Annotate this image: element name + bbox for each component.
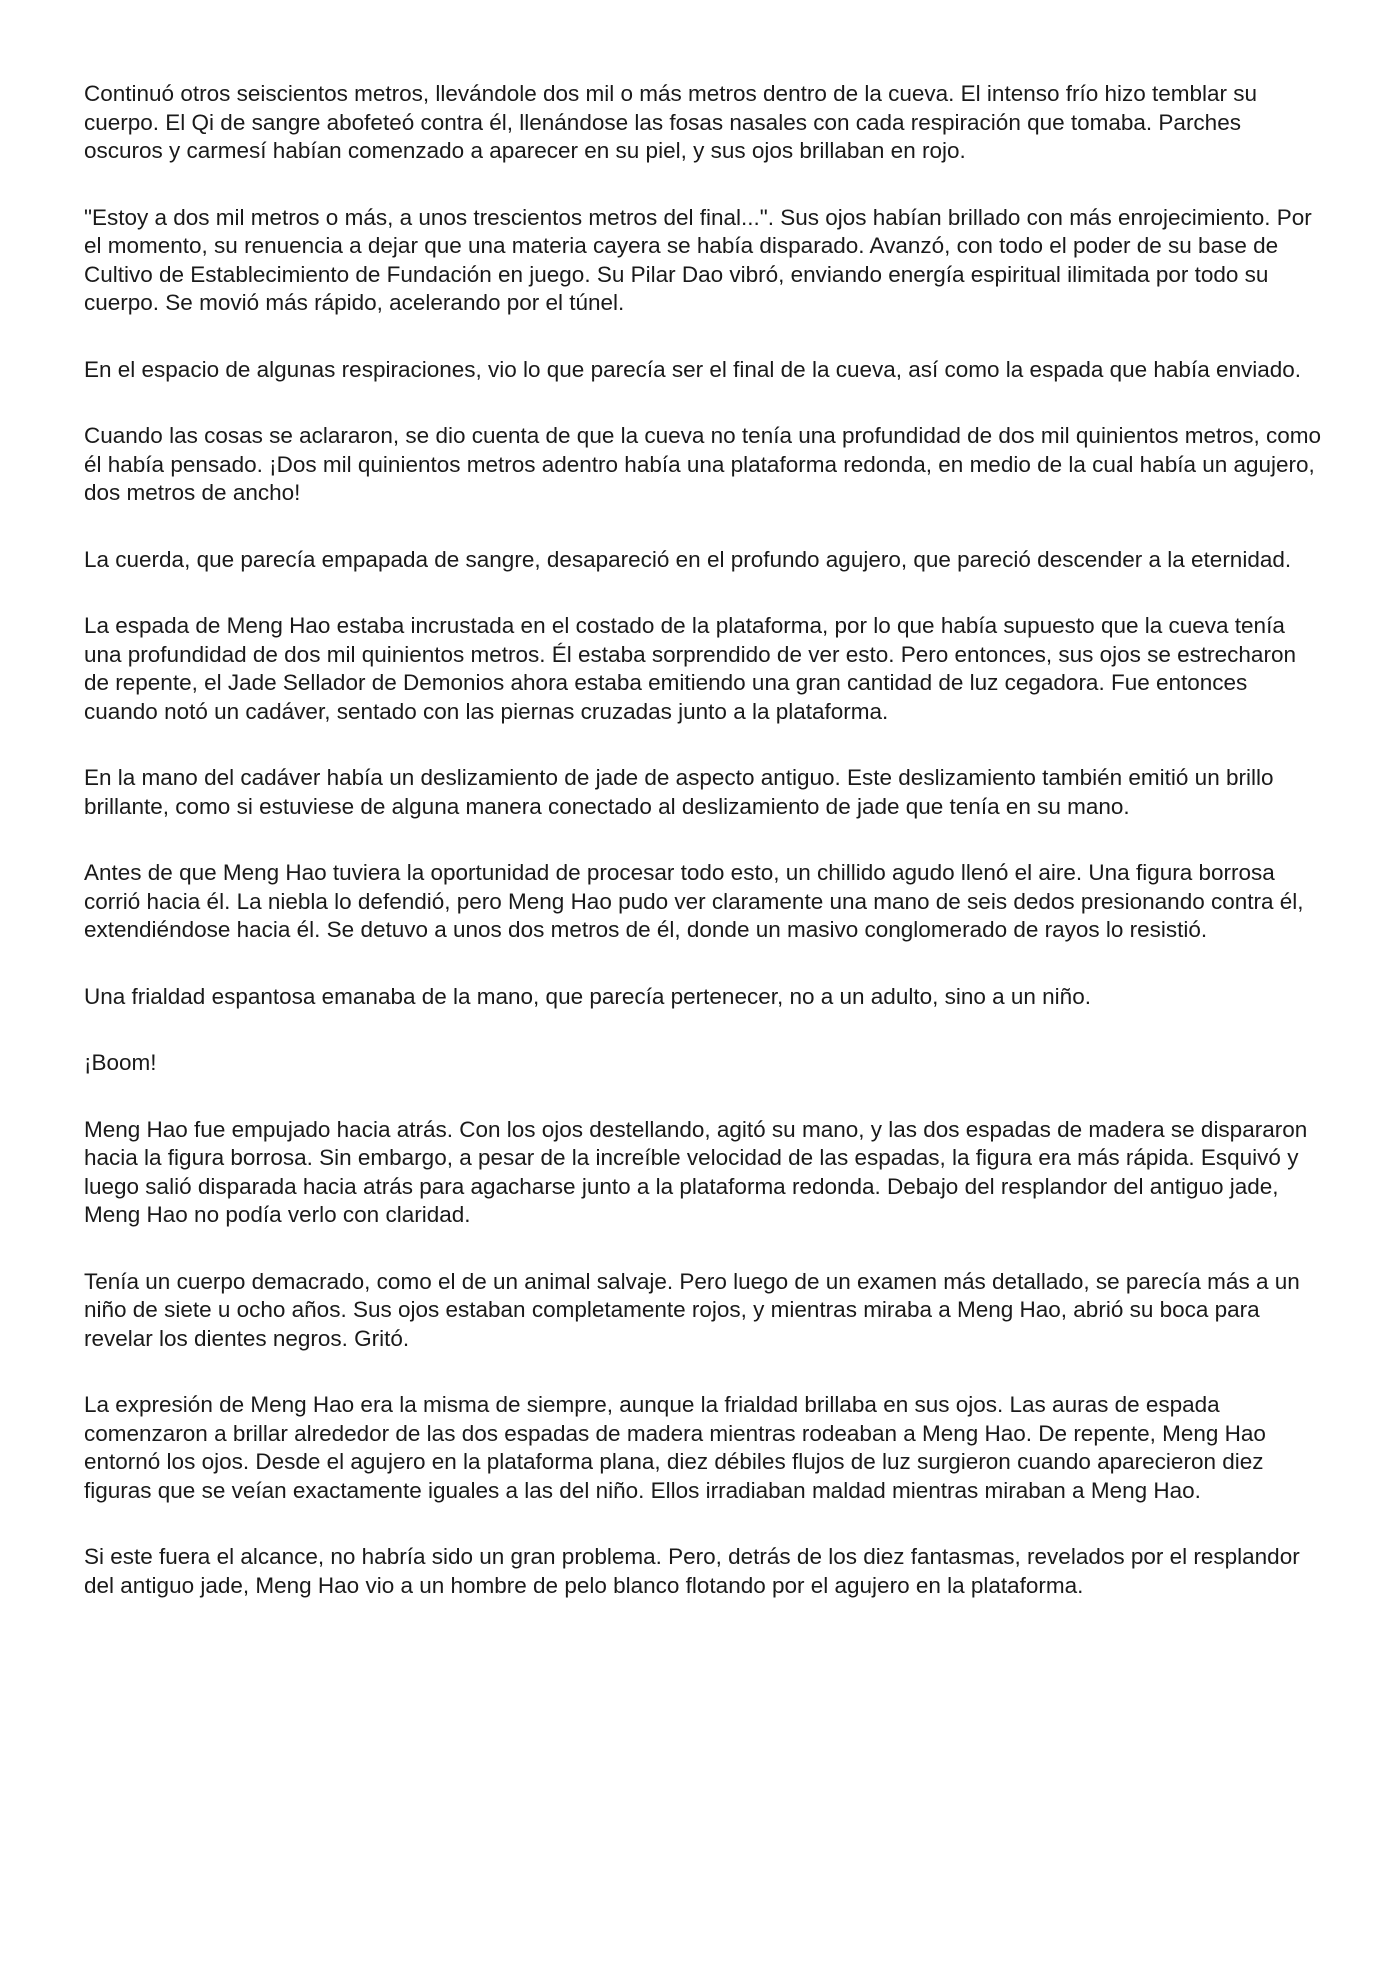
paragraph-11: Meng Hao fue empujado hacia atrás. Con los ojos destellando, agitó su mano, y las dos espadas de madera se dispararon hacia la figura borrosa. Sin embargo, a pesar de la increíble velocidad de las espadas, la figura era más rápida. Esquivó y luego salió disparada hacia atrás para agacharse junto a la plataforma redonda. Debajo del resplandor del antiguo jade, Meng Hao no podía verlo con claridad. <box>84 1116 1308 1227</box>
paragraph-12: Tenía un cuerpo demacrado, como el de un animal salvaje. Pero luego de un examen más detallado, se parecía más a un niño de siete u ocho años. Sus ojos estaban completamente rojos, y mientras miraba a Meng Hao, abrió su boca para revelar los dientes negros. Gritó. <box>84 1268 1300 1351</box>
paragraph-2: "Estoy a dos mil metros o más, a unos trescientos metros del final...". Sus ojos habían brillado con más enrojecimiento. Por el momento, su renuencia a dejar que una materia cayera se había disparado. Avanzó, con todo el poder de su base de Cultivo de Establecimiento de Fundación en juego. Su Pilar Dao vibró, enviando energía espiritual ilimitada por todo su cuerpo. Se movió más rápido, acelerando por el túnel. <box>84 204 1312 315</box>
paragraph-3: En el espacio de algunas respiraciones, vio lo que parecía ser el final de la cueva, así como la espada que había enviado. <box>84 356 1302 382</box>
paragraph-14: Si este fuera el alcance, no habría sido un gran problema. Pero, detrás de los diez fantasmas, revelados por el resplandor del antiguo jade, Meng Hao vio a un hombre de pelo blanco flotando por el agujero en la plataforma. <box>84 1544 1300 1598</box>
document-page <box>84 80 1324 1638</box>
paragraph-6: La espada de Meng Hao estaba incrustada en el costado de la plataforma, por lo que había supuesto que la cueva tenía una profundidad de dos mil quinientos metros. Él estaba sorprendido de ver esto. Pero entonces, sus ojos se estrecharon de repente, el Jade Sellador de Demonios ahora estaba emitiendo una gran cantidad de luz cegadora. Fue entonces cuando notó un cadáver, sentado con las piernas cruzadas junto a la plataforma. <box>84 613 1296 724</box>
paragraph-9: Una frialdad espantosa emanaba de la mano, que parecía pertenecer, no a un adulto, sino a un niño. <box>84 983 1091 1009</box>
paragraph-13: La expresión de Meng Hao era la misma de siempre, aunque la frialdad brillaba en sus ojos. Las auras de espada comenzaron a brillar alrededor de las dos espadas de madera mientras rodeaban a Meng Hao. De repente, Meng Hao entornó los ojos. Desde el agujero en la plataforma plana, diez débiles flujos de luz surgieron cuando aparecieron diez figuras que se veían exactamente iguales a las del niño. Ellos irradiaban maldad mientras miraban a Meng Hao. <box>84 1392 1266 1503</box>
paragraph-1: Continuó otros seiscientos metros, llevándole dos mil o más metros dentro de la cueva. El intenso frío hizo temblar su cuerpo. El Qi de sangre abofeteó contra él, llenándose las fosas nasales con cada respiración que tomaba. Parches oscuros y carmesí habían comenzado a aparecer en su piel, y sus ojos brillaban en rojo. <box>84 81 1258 163</box>
paragraph-5: La cuerda, que parecía empapada de sangre, desapareció en el profundo agujero, que pareció descender a la eternidad. <box>84 546 1292 572</box>
paragraph-4: Cuando las cosas se aclararon, se dio cuenta de que la cueva no tenía una profundidad de dos mil quinientos metros, como él había pensado. ¡Dos mil quinientos metros adentro había una plataforma redonda, en medio de la cual había un agujero, dos metros de ancho! <box>84 423 1322 505</box>
paragraph-10: ¡Boom! <box>84 1050 157 1075</box>
paragraph-7: En la mano del cadáver había un deslizamiento de jade de aspecto antiguo. Este deslizamiento también emitió un brillo brillante, como si estuviese de alguna manera conectado al deslizamiento de jade que tenía en su mano. <box>84 765 1274 819</box>
paragraph-8: Antes de que Meng Hao tuviera la oportunidad de procesar todo esto, un chillido agudo llenó el aire. Una figura borrosa corrió hacia él. La niebla lo defendió, pero Meng Hao pudo ver claramente una mano de seis dedos presionando contra él, extendiéndose hacia él. Se detuvo a unos dos metros de él, donde un masivo conglomerado de rayos lo resistió. <box>84 860 1304 942</box>
